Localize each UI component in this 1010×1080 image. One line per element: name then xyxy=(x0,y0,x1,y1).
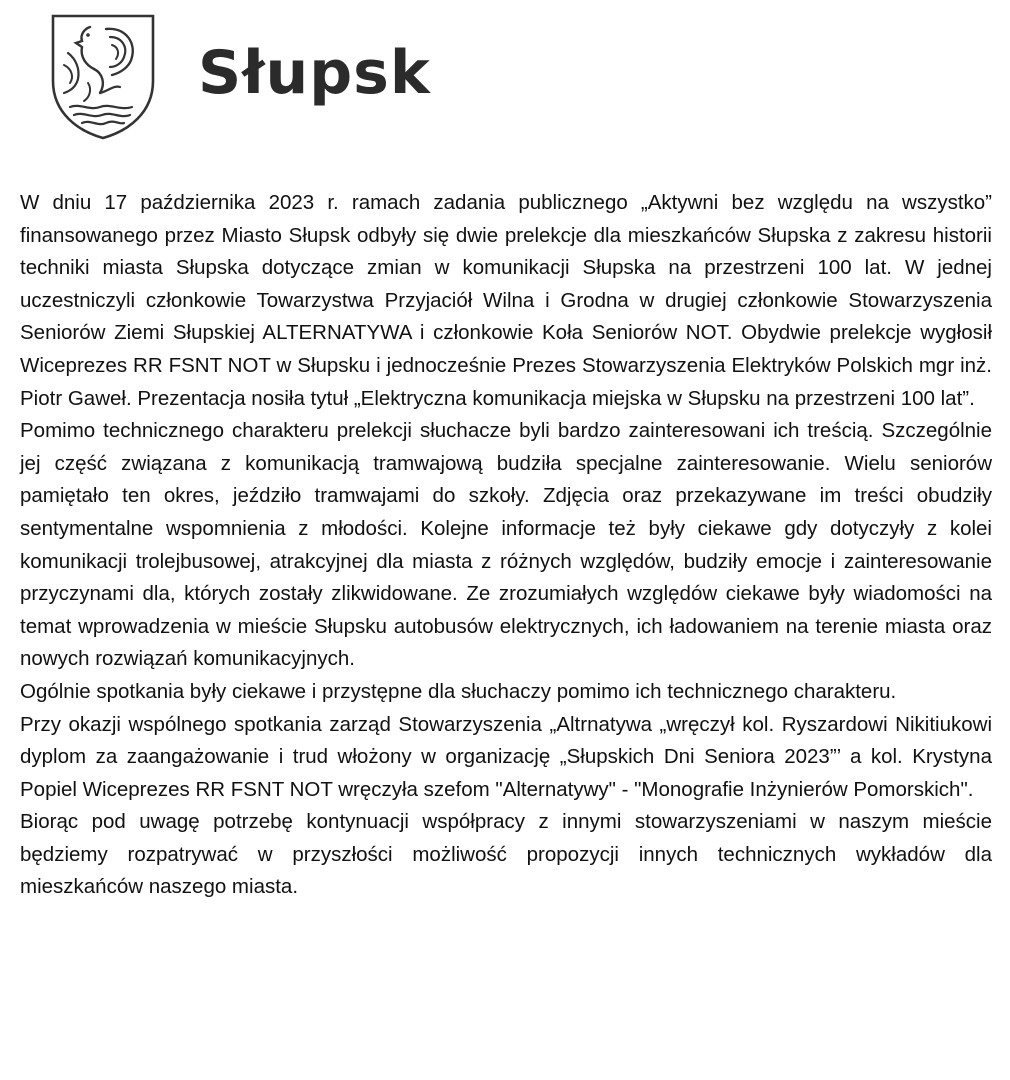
article-paragraph: W dniu 17 października 2023 r. ramach zadania publicznego „Aktywni bez względu na wszystko” finansowanego przez Miasto Słupsk odbyły się dwie prelekcje dla mieszkańców Słupska z zakresu historii techniki miasta Słupska dotyczące zmian w komunikacji Słupska na przestrzeni 100 lat. W jednej uczestniczyli członkowie Towarzystwa Przyjaciół Wilna i Grodna w drugiej członkowie Stowarzyszenia Seniorów Ziemi Słupskiej ALTERNATYWA i członkowie Koła Seniorów NOT. Obydwie prelekcje wygłosił Wiceprezes RR FSNT NOT w Słupsku i jednocześnie Prezes Stowarzyszenia Elektryków Polskich mgr inż. Piotr Gaweł. Prezentacja nosiła tytuł „Elektryczna komunikacja miejska w Słupsku na przestrzeni 100 lat”. xyxy=(20,191,992,410)
slupsk-coat-of-arms-icon xyxy=(50,13,156,141)
article-paragraph: Pomimo technicznego charakteru prelekcji słuchacze byli bardzo zainteresowani ich treścią. Szczególnie jej część związana z komunikacją tramwajową budziła specjalne zainteresowanie. Wielu seniorów pamiętało ten okres, jeździło tramwajami do szkoły. Zdjęcia oraz przekazywane im treści obudziły sentymentalne wspomnienia z młodości. Kolejne informacje też były ciekawe gdy dotyczyły z kolei komunikacji trolejbusowej, atrakcyjnej dla miasta z różnych względów, budziły emocje i zainteresowanie przyczynami dla, których zostały zlikwidowane. Ze zrozumiałych względów ciekawe były wiadomości na temat wprowadzenia w mieście Słupsku autobusów elektrycznych, ich ładowaniem na terenie miasta oraz nowych rozwiązań komunikacyjnych. xyxy=(20,419,992,671)
article-paragraph: Ogólnie spotkania były ciekawe i przystępne dla słuchaczy pomimo ich technicznego charakteru. xyxy=(20,679,897,703)
article-body xyxy=(20,187,992,904)
article-paragraph: Biorąc pod uwagę potrzebę kontynuacji współpracy z innymi stowarzyszeniami w naszym mieście będziemy rozpatrywać w przyszłości możliwość propozycji innych technicznych wykładów dla mieszkańców naszego miasta. xyxy=(20,810,992,899)
article-paragraph: Przy okazji wspólnego spotkania zarząd Stowarzyszenia „Altrnatywa „wręczył kol. Ryszardowi Nikitiukowi dyplom za zaangażowanie i trud włożony w organizację „Słupskich Dni Seniora 2023”’ a kol. Krystyna Popiel Wiceprezes RR FSNT NOT wręczyła szefom "Alternatywy" - "Monografie Inżynierów Pomorskich". xyxy=(20,712,992,801)
page-header xyxy=(50,12,431,142)
city-name-wordmark: Słupsk xyxy=(198,38,431,108)
